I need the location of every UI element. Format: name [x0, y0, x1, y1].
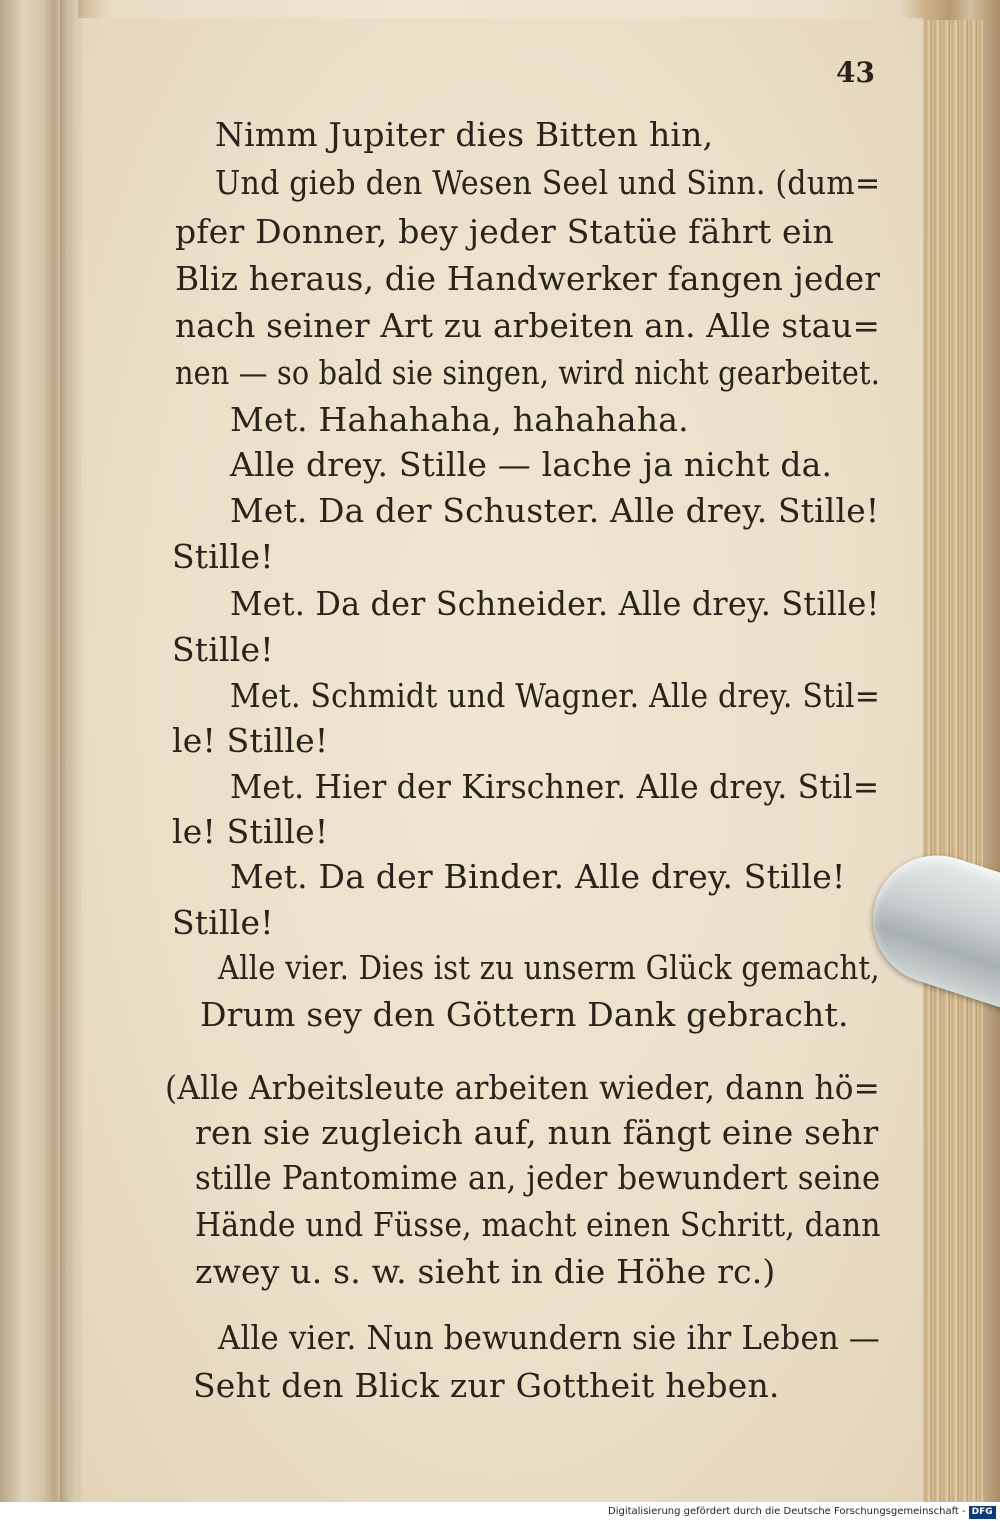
text-line: Bliz heraus, die Handwerker fangen jeder	[175, 259, 881, 298]
page-block-edge	[923, 20, 983, 1502]
book-gutter	[60, 0, 82, 1502]
text-line: zwey u. s. w. sieht in die Höhe rc.)	[195, 1252, 776, 1291]
text-line: Met. Hahahaha, hahahaha.	[230, 400, 689, 439]
text-line: Drum sey den Göttern Dank gebracht.	[200, 995, 849, 1034]
text-line: Hände und Füsse, macht einen Schritt, dann	[195, 1205, 881, 1244]
text-line: ren sie zugleich auf, nun fängt eine sehr	[195, 1113, 879, 1152]
text-line: Alle drey. Stille — lache ja nicht da.	[230, 445, 833, 484]
text-line: Seht den Blick zur Gottheit heben.	[193, 1366, 780, 1405]
text-line: stille Pantomime an, jeder bewundert seine	[195, 1158, 881, 1197]
text-line: Met. Da der Binder. Alle drey. Stille!	[230, 857, 846, 896]
dfg-logo: DFG	[969, 1506, 996, 1519]
text-line: (Alle Arbeitsleute arbeiten wieder, dann hö=	[165, 1068, 880, 1107]
text-line: Met. Da der Schneider. Alle drey. Stille!	[230, 584, 880, 623]
text-line: Met. Da der Schuster. Alle drey. Stille!	[230, 491, 880, 530]
text-line: nen — so bald sie singen, wird nicht gearbeitet.	[175, 353, 881, 392]
text-line: le! Stille!	[172, 812, 329, 851]
text-line: Nimm Jupiter dies Bitten hin,	[215, 115, 714, 154]
text-line: Alle vier. Nun bewundern sie ihr Leben —	[218, 1318, 880, 1357]
text-line: Alle vier. Dies ist zu unserm Glück gemacht,	[218, 948, 880, 987]
text-line: Und gieb den Wesen Seel und Sinn. (dum=	[215, 163, 881, 202]
page-number: 43	[836, 56, 875, 89]
text-line: Stille!	[172, 903, 274, 942]
text-line: Stille!	[172, 630, 274, 669]
text-line: Met. Hier der Kirschner. Alle drey. Stil=	[230, 767, 880, 806]
text-line: pfer Donner, bey jeder Statüe fährt ein	[175, 212, 834, 251]
digitization-credit	[608, 1506, 1000, 1521]
text-line: Met. Schmidt und Wagner. Alle drey. Stil=	[230, 676, 881, 715]
text-line: le! Stille!	[172, 721, 329, 760]
credit-text: Digitalisierung gefördert durch die Deutsche Forschungsgemeinschaft -	[608, 1506, 966, 1517]
text-line: nach seiner Art zu arbeiten an. Alle stau=	[175, 306, 881, 345]
text-line: Stille!	[172, 537, 274, 576]
